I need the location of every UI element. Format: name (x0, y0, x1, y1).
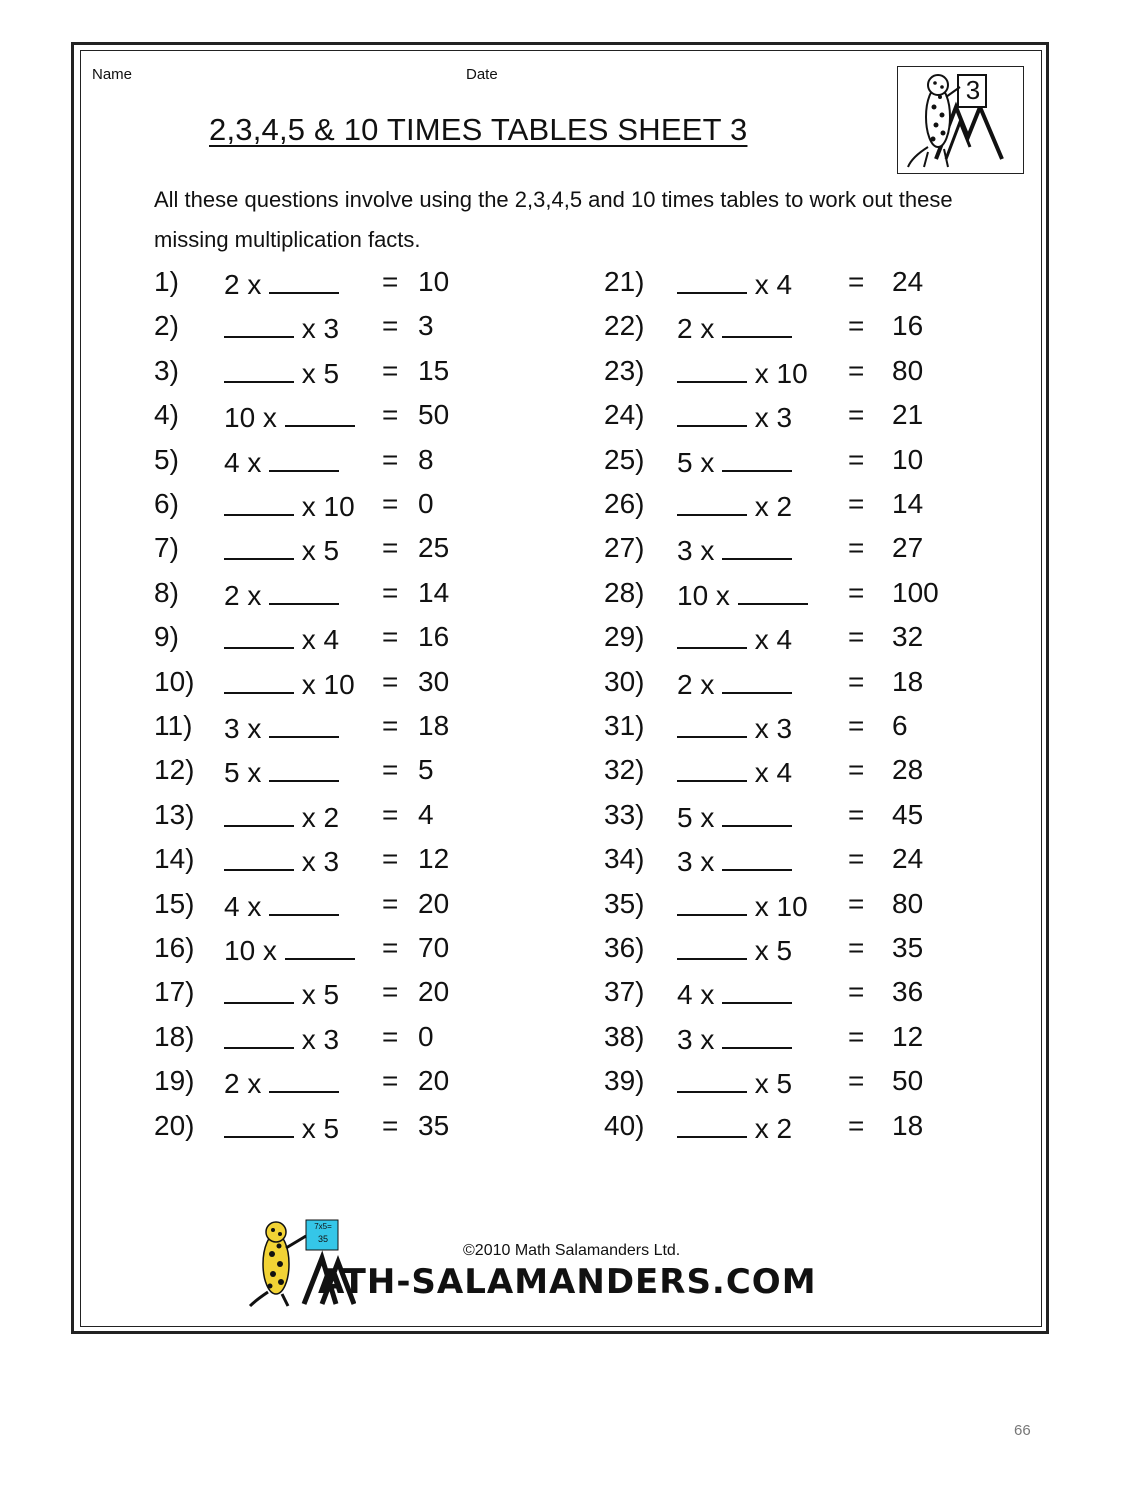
multiplier-text: x 3 (294, 846, 340, 878)
question-expression (677, 617, 792, 660)
question-expression (224, 839, 339, 882)
question-expression (677, 351, 808, 394)
equals-sign: = (848, 443, 865, 475)
question-row (154, 1106, 554, 1146)
product-value: 50 (892, 1065, 924, 1097)
question-expression (677, 972, 792, 1015)
product-value: 45 (892, 798, 924, 830)
question-number: 37) (604, 976, 645, 1008)
question-expression (224, 484, 355, 527)
multiplier-text: x 3 (294, 1023, 340, 1055)
equals-sign: = (382, 488, 399, 519)
question-expression (224, 395, 355, 438)
answer-blank[interactable] (722, 1017, 792, 1049)
product-value: 16 (418, 621, 450, 653)
equals-sign: = (848, 532, 865, 564)
answer-blank[interactable] (677, 1061, 747, 1093)
question-expression (224, 351, 339, 394)
product-value: 27 (892, 532, 924, 564)
answer-blank[interactable] (224, 972, 294, 1004)
multiplicand-text: 3 x (224, 713, 270, 744)
product-value: 15 (418, 354, 450, 386)
product-value: 16 (892, 310, 924, 342)
page-title: 2,3,4,5 & 10 TIMES TABLES SHEET 3 (209, 112, 748, 147)
question-number: 40) (604, 1109, 645, 1141)
product-value: 12 (892, 1020, 924, 1052)
equals-sign: = (382, 843, 399, 875)
product-value: 8 (418, 443, 434, 475)
product-value: 5 (418, 754, 434, 786)
product-value: 14 (892, 488, 924, 519)
question-number: 28) (604, 576, 645, 608)
answer-blank[interactable] (224, 795, 294, 827)
question-number: 35) (604, 887, 645, 919)
question-expression (224, 1017, 339, 1060)
question-expression (224, 928, 355, 971)
question-expression (224, 662, 355, 705)
equals-sign: = (382, 710, 399, 741)
question-number: 3) (154, 354, 179, 386)
multiplicand-text: 2 x (224, 579, 270, 611)
question-number: 39) (604, 1065, 645, 1097)
equals-sign: = (382, 665, 399, 697)
product-value: 25 (418, 532, 450, 564)
question-number: 20) (154, 1109, 195, 1141)
question-number: 23) (604, 354, 645, 386)
question-number: 4) (154, 399, 179, 431)
answer-blank[interactable] (722, 662, 792, 694)
product-value: 24 (892, 266, 924, 297)
multiplier-text: x 4 (294, 624, 340, 656)
equals-sign: = (848, 266, 865, 297)
multiplier-text: x 10 (747, 890, 808, 922)
question-number: 36) (604, 932, 645, 963)
question-number: 32) (604, 754, 645, 786)
equals-sign: = (848, 488, 865, 519)
multiplicand-text: 3 x (677, 846, 723, 878)
product-value: 70 (418, 932, 450, 963)
question-expression (224, 750, 339, 793)
site-name: ATH-SALAMANDERS.COM (318, 1262, 817, 1302)
question-expression (677, 440, 792, 483)
question-number: 30) (604, 665, 645, 697)
answer-blank[interactable] (224, 306, 294, 338)
multiplier-text: x 10 (294, 491, 355, 522)
answer-blank[interactable] (677, 1106, 747, 1138)
question-expression (677, 839, 792, 882)
sign-text-1: 7x5= (314, 1222, 332, 1231)
answer-blank[interactable] (722, 795, 792, 827)
answer-blank[interactable] (224, 1017, 294, 1049)
question-number: 7) (154, 532, 179, 564)
question-expression (224, 306, 339, 349)
multiplier-text: x 4 (747, 757, 793, 789)
multiplicand-text: 2 x (677, 313, 723, 345)
multiplicand-text: 10 x (677, 579, 738, 611)
equals-sign: = (848, 1109, 865, 1141)
question-expression (677, 484, 792, 527)
question-number: 14) (154, 843, 195, 875)
question-expression (677, 706, 792, 749)
product-value: 30 (418, 665, 450, 697)
question-expression (677, 262, 792, 305)
product-value: 32 (892, 621, 924, 653)
question-row (604, 662, 1004, 702)
equals-sign: = (382, 1109, 399, 1141)
question-row (604, 395, 1004, 435)
equals-sign: = (382, 798, 399, 830)
question-expression (677, 928, 792, 971)
salamander-logo-box (897, 66, 1024, 174)
question-row (604, 440, 1004, 480)
question-row (604, 1017, 1004, 1057)
multiplicand-text: 2 x (224, 269, 270, 300)
equals-sign: = (382, 621, 399, 653)
answer-blank[interactable] (224, 1106, 294, 1138)
multiplier-text: x 5 (294, 979, 340, 1011)
question-row (154, 795, 554, 835)
equals-sign: = (382, 266, 399, 297)
multiplier-text: x 5 (747, 935, 793, 966)
product-value: 14 (418, 576, 450, 608)
question-row (604, 262, 1004, 302)
product-value: 12 (418, 843, 450, 875)
instructions: All these questions involve using the 2,3,4,5 and 10 times tables to work out these missing multiplication facts. (154, 187, 953, 252)
product-value: 100 (892, 576, 939, 608)
question-number: 22) (604, 310, 645, 342)
multiplier-text: x 5 (294, 357, 340, 389)
equals-sign: = (848, 1020, 865, 1052)
product-value: 6 (892, 710, 908, 741)
answer-blank[interactable] (677, 484, 747, 516)
equals-sign: = (848, 710, 865, 741)
product-value: 0 (418, 1020, 434, 1052)
question-row (604, 306, 1004, 346)
question-expression (224, 528, 339, 571)
question-row (604, 795, 1004, 835)
answer-blank[interactable] (677, 884, 747, 916)
question-row (604, 528, 1004, 568)
answer-blank[interactable] (722, 440, 792, 472)
question-row (604, 839, 1004, 879)
answer-blank[interactable] (269, 750, 339, 782)
sign-text-2: 35 (317, 1234, 328, 1244)
multiplier-text: x 5 (294, 535, 340, 567)
question-expression (224, 972, 339, 1015)
answer-blank[interactable] (677, 750, 747, 782)
question-number: 29) (604, 621, 645, 653)
question-expression (677, 662, 792, 705)
multiplicand-text: 5 x (677, 801, 723, 833)
question-expression (677, 795, 792, 838)
answer-blank[interactable] (722, 972, 792, 1004)
answer-blank[interactable] (677, 617, 747, 649)
question-number: 19) (154, 1065, 195, 1097)
equals-sign: = (382, 754, 399, 786)
question-row (604, 351, 1004, 391)
product-value: 80 (892, 887, 924, 919)
question-expression (224, 1106, 339, 1149)
multiplier-text: x 3 (747, 402, 793, 434)
multiplicand-text: 10 x (224, 402, 285, 434)
question-row (154, 306, 554, 346)
answer-blank[interactable] (722, 306, 792, 338)
page-number: 66 (1014, 1422, 1031, 1439)
product-value: 36 (892, 976, 924, 1008)
multiplicand-text: 4 x (224, 890, 270, 922)
question-number: 18) (154, 1020, 195, 1052)
equals-sign: = (382, 976, 399, 1008)
answer-blank[interactable] (285, 395, 355, 427)
question-expression (224, 573, 339, 616)
answer-blank[interactable] (738, 573, 808, 605)
multiplier-text: x 4 (747, 624, 793, 656)
product-value: 10 (892, 443, 924, 475)
multiplier-text: x 4 (747, 269, 793, 300)
multiplier-text: x 2 (747, 491, 793, 522)
question-number: 1) (154, 266, 179, 297)
multiplier-text: x 10 (747, 357, 808, 389)
equals-sign: = (382, 532, 399, 564)
question-number: 34) (604, 843, 645, 875)
question-expression (224, 795, 339, 838)
question-expression (677, 1106, 792, 1149)
question-expression (224, 440, 339, 483)
question-number: 5) (154, 443, 179, 475)
multiplicand-text: 4 x (224, 446, 270, 478)
equals-sign: = (382, 1020, 399, 1052)
answer-blank[interactable] (224, 484, 294, 516)
question-row (154, 750, 554, 790)
equals-sign: = (848, 887, 865, 919)
question-row (604, 617, 1004, 657)
product-value: 20 (418, 887, 450, 919)
question-row (154, 617, 554, 657)
multiplier-text: x 5 (747, 1068, 793, 1100)
multiplicand-text: 2 x (677, 668, 723, 700)
product-value: 28 (892, 754, 924, 786)
answer-blank[interactable] (224, 662, 294, 694)
question-number: 21) (604, 266, 645, 297)
equals-sign: = (848, 932, 865, 963)
question-number: 31) (604, 710, 645, 741)
product-value: 50 (418, 399, 450, 431)
product-value: 80 (892, 354, 924, 386)
question-number: 38) (604, 1020, 645, 1052)
multiplier-text: x 3 (747, 713, 793, 744)
question-row (154, 395, 554, 435)
question-expression (677, 573, 808, 616)
date-label: Date (466, 66, 498, 83)
equals-sign: = (848, 665, 865, 697)
question-number: 9) (154, 621, 179, 653)
answer-blank[interactable] (677, 351, 747, 383)
question-number: 6) (154, 488, 179, 519)
question-expression (677, 1017, 792, 1060)
question-row (154, 839, 554, 879)
question-row (154, 662, 554, 702)
question-expression (677, 395, 792, 438)
question-expression (677, 528, 792, 571)
answer-blank[interactable] (269, 573, 339, 605)
multiplicand-text: 3 x (677, 1023, 723, 1055)
question-row (154, 884, 554, 924)
question-expression (224, 617, 339, 660)
question-row (154, 484, 554, 524)
question-expression (677, 884, 808, 927)
logo-number: 3 (965, 75, 981, 105)
product-value: 18 (418, 710, 450, 741)
multiplier-text: x 10 (294, 668, 355, 700)
answer-blank[interactable] (269, 884, 339, 916)
equals-sign: = (848, 399, 865, 431)
equals-sign: = (848, 843, 865, 875)
equals-sign: = (848, 621, 865, 653)
equals-sign: = (848, 976, 865, 1008)
name-label: Name (92, 66, 133, 83)
question-row (154, 351, 554, 391)
question-row (604, 972, 1004, 1012)
answer-blank[interactable] (269, 706, 339, 738)
product-value: 10 (418, 266, 450, 297)
answer-blank[interactable] (677, 395, 747, 427)
question-row (154, 528, 554, 568)
multiplicand-text: 2 x (224, 1068, 270, 1100)
question-expression (224, 706, 339, 749)
multiplier-text: x 5 (294, 1112, 340, 1144)
question-number: 16) (154, 932, 195, 963)
equals-sign: = (848, 798, 865, 830)
question-row (154, 706, 554, 746)
question-row (604, 750, 1004, 790)
product-value: 3 (418, 310, 434, 342)
question-number: 15) (154, 887, 195, 919)
question-row (154, 928, 554, 968)
equals-sign: = (382, 310, 399, 342)
answer-blank[interactable] (677, 928, 747, 960)
answer-blank[interactable] (224, 351, 294, 383)
multiplier-text: x 2 (294, 801, 340, 833)
equals-sign: = (382, 576, 399, 608)
question-row (154, 440, 554, 480)
multiplier-text: x 2 (747, 1112, 793, 1144)
question-row (154, 262, 554, 302)
question-number: 12) (154, 754, 195, 786)
copyright-text: ©2010 Math Salamanders Ltd. (463, 1242, 681, 1259)
answer-blank[interactable] (722, 528, 792, 560)
question-row (604, 484, 1004, 524)
product-value: 18 (892, 665, 924, 697)
product-value: 0 (418, 488, 434, 519)
question-number: 24) (604, 399, 645, 431)
equals-sign: = (848, 1065, 865, 1097)
answer-blank[interactable] (224, 528, 294, 560)
equals-sign: = (382, 887, 399, 919)
question-expression (224, 262, 339, 305)
answer-blank[interactable] (224, 839, 294, 871)
answer-blank[interactable] (269, 1061, 339, 1093)
question-row (604, 1106, 1004, 1146)
question-number: 2) (154, 310, 179, 342)
question-number: 13) (154, 798, 195, 830)
equals-sign: = (382, 399, 399, 431)
answer-blank[interactable] (677, 262, 747, 294)
question-row (154, 573, 554, 613)
equals-sign: = (382, 354, 399, 386)
question-number: 10) (154, 665, 195, 697)
product-value: 35 (418, 1109, 450, 1141)
multiplicand-text: 10 x (224, 935, 285, 966)
question-number: 17) (154, 976, 195, 1008)
product-value: 18 (892, 1109, 924, 1141)
equals-sign: = (848, 310, 865, 342)
multiplicand-text: 5 x (677, 446, 723, 478)
question-expression (677, 306, 792, 349)
multiplicand-text: 5 x (224, 757, 270, 789)
question-expression (224, 884, 339, 927)
question-row (154, 1017, 554, 1057)
question-row (604, 884, 1004, 924)
question-expression (677, 750, 792, 793)
question-number: 27) (604, 532, 645, 564)
equals-sign: = (848, 576, 865, 608)
multiplier-text: x 3 (294, 313, 340, 345)
question-number: 26) (604, 488, 645, 519)
product-value: 20 (418, 976, 450, 1008)
question-number: 25) (604, 443, 645, 475)
question-row (604, 573, 1004, 613)
answer-blank[interactable] (285, 928, 355, 960)
product-value: 21 (892, 399, 924, 431)
question-expression (224, 1061, 339, 1104)
question-number: 8) (154, 576, 179, 608)
question-row (604, 928, 1004, 968)
product-value: 4 (418, 798, 434, 830)
equals-sign: = (848, 354, 865, 386)
answer-blank[interactable] (224, 617, 294, 649)
equals-sign: = (382, 932, 399, 963)
product-value: 20 (418, 1065, 450, 1097)
question-row (154, 1061, 554, 1101)
question-expression (677, 1061, 792, 1104)
answer-blank[interactable] (677, 706, 747, 738)
product-value: 35 (892, 932, 924, 963)
answer-blank[interactable] (722, 839, 792, 871)
question-row (604, 706, 1004, 746)
question-number: 33) (604, 798, 645, 830)
question-number: 11) (154, 710, 193, 741)
product-value: 24 (892, 843, 924, 875)
multiplicand-text: 4 x (677, 979, 723, 1011)
multiplicand-text: 3 x (677, 535, 723, 567)
answer-blank[interactable] (269, 262, 339, 294)
equals-sign: = (382, 1065, 399, 1097)
answer-blank[interactable] (269, 440, 339, 472)
equals-sign: = (382, 443, 399, 475)
equals-sign: = (848, 754, 865, 786)
question-row (154, 972, 554, 1012)
question-row (604, 1061, 1004, 1101)
